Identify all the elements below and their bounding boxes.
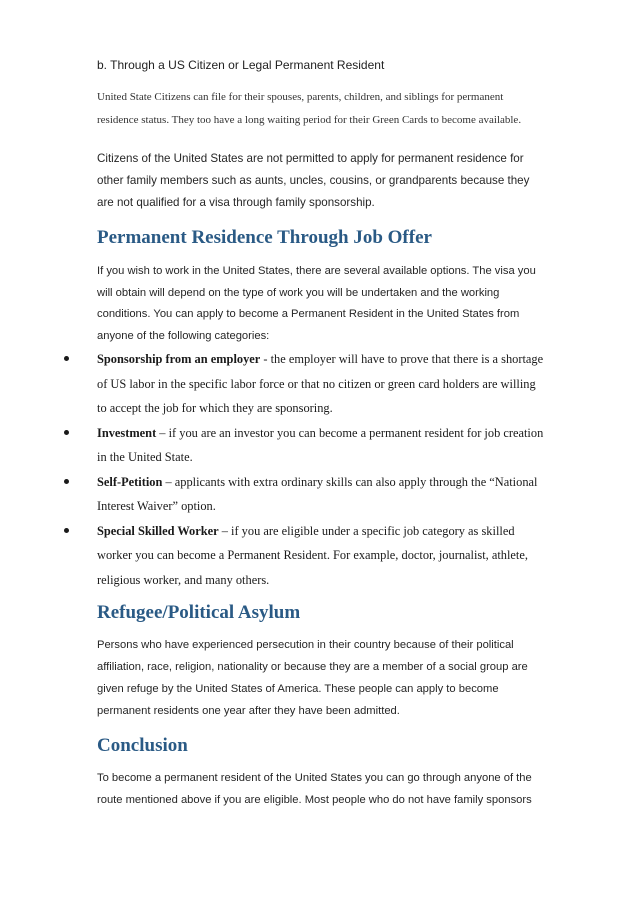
list-item-term: Investment	[97, 425, 157, 440]
list-item-investment	[64, 421, 544, 470]
job-categories-list	[64, 347, 544, 592]
conclusion-heading: Conclusion	[97, 735, 188, 756]
family-subheading: b. Through a US Citizen or Legal Permanent Resident	[97, 58, 385, 72]
list-item-term: Sponsorship from an employer	[97, 352, 261, 366]
bullet-icon	[64, 528, 69, 533]
family-paragraph-2: Citizens of the United States are not permitted to apply for permanent residence for other family members such as aunts, uncles, cousins, or grandparents because they are not qualified for a visa through family sponsorship.	[97, 152, 530, 209]
bullet-icon	[64, 479, 69, 484]
bullet-icon	[64, 356, 69, 361]
refugee-paragraph: Persons who have experienced persecution in their country because of their political affiliation, race, religion, nationality or because they are a member of a social group are given refuge by the United States of America. These people can apply to become permanent residents one year after they have been admitted.	[97, 639, 528, 717]
list-item-term: Special Skilled Worker	[97, 523, 219, 538]
list-item-text: – applicants with extra ordinary skills can also apply through the “National Interest Waiver” option.	[97, 474, 538, 513]
list-item-skilled-worker	[64, 519, 544, 593]
job-offer-intro: If you wish to work in the United States, there are several available options. The visa you will obtain will depend on the type of work you will be undertaken and the working conditions. You can apply to become a Permanent Resident in the United States from anyone of the following categories:	[97, 265, 536, 342]
list-item-text: – if you are eligible under a specific job category as skilled worker you can become a Permanent Resident. For example, doctor, journalist, athlete, religious worker, and many others.	[97, 523, 528, 587]
conclusion-paragraph: To become a permanent resident of the United States you can go through anyone of the route mentioned above if you are eligible. Most people who do not have family sponsors	[97, 772, 532, 806]
refugee-heading: Refugee/Political Asylum	[97, 602, 301, 623]
bullet-icon	[64, 430, 69, 435]
job-offer-heading: Permanent Residence Through Job Offer	[97, 227, 432, 248]
family-paragraph-1: United State Citizens can file for their spouses, parents, children, and siblings for permanent residence status. They too have a long waiting period for their Green Cards to become available.	[97, 91, 522, 126]
list-item-self-petition	[64, 470, 544, 519]
list-item-text: - the employer will have to prove that there is a shortage of US labor in the specific labor force or that no citizen or green card holders are willing to accept the job for which they are sponsoring.	[97, 352, 544, 415]
list-item-text: – if you are an investor you can become a permanent resident for job creation in the United State.	[97, 425, 544, 464]
list-item-term: Self-Petition	[97, 474, 163, 489]
list-item-sponsorship	[64, 347, 544, 421]
